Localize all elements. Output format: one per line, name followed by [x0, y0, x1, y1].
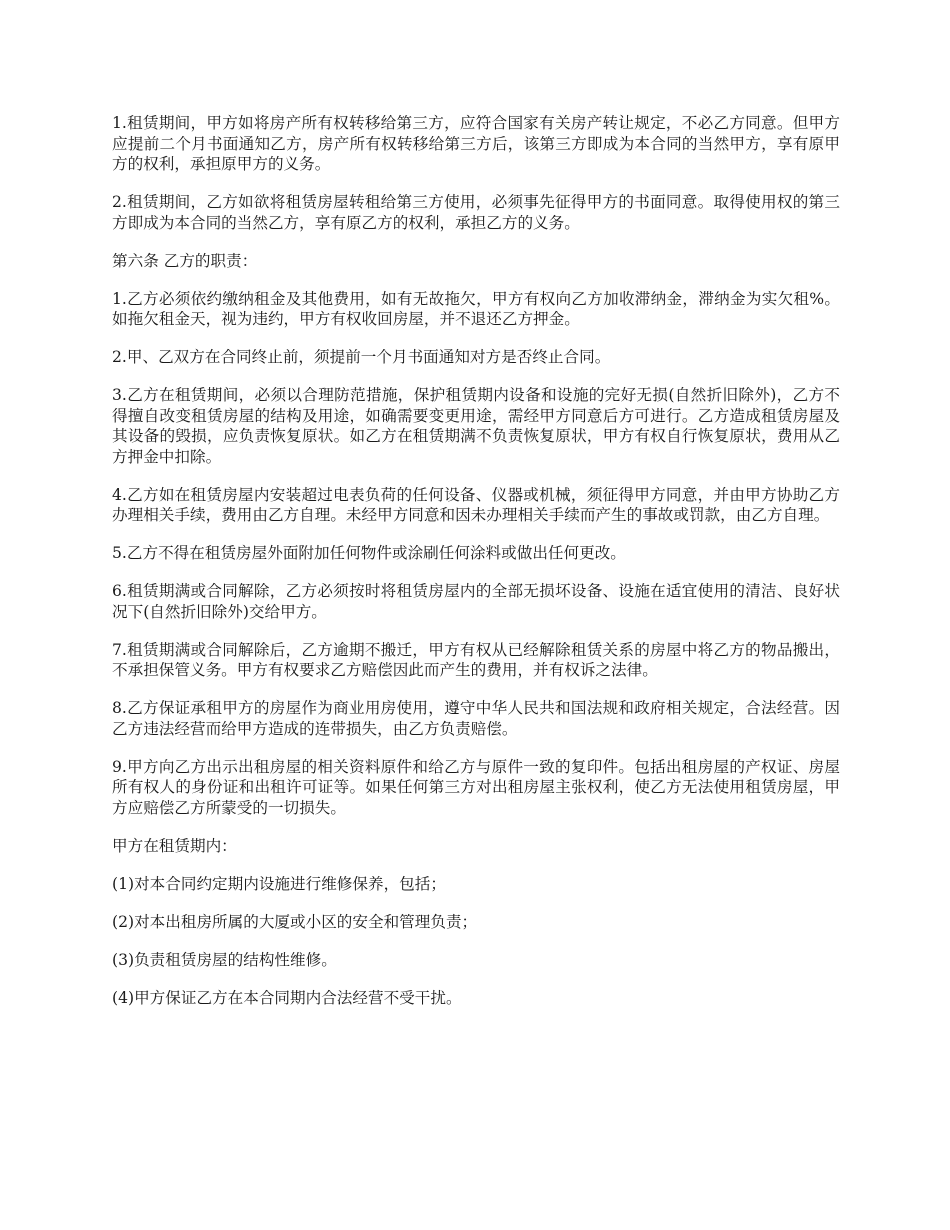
list-item-4: (4)甲方保证乙方在本合同期内合法经营不受干扰。 — [112, 988, 462, 1007]
paragraph-9: 7.租赁期满或合同解除后，乙方逾期不搬迁，甲方有权从已经解除租赁关系的房屋中将乙方的物品搬出，不承担保管义务。甲方有权要求乙方赔偿因此而产生的费用，并有权诉之法律。 — [112, 640, 840, 679]
section-heading-lessor: 甲方在租赁期内： — [112, 836, 237, 855]
list-item-3: (3)负责租赁房屋的结构性维修。 — [112, 950, 337, 969]
paragraph-1: 1.租赁期间，甲方如将房产所有权转移给第三方，应符合国家有关房产转让规定，不必乙方同意。但甲方应提前二个月书面通知乙方，房产所有权转移给第三方后，该第三方即成为本合同的当然甲方，享有原甲方的权利，承担原甲方的义务。 — [112, 114, 840, 173]
paragraph-3: 1.乙方必须依约缴纳租金及其他费用，如有无故拖欠，甲方有权向乙方加收滞纳金，滞纳金为实欠租%。如拖欠租金天，视为违约，甲方有权收回房屋，并不退还乙方押金。 — [112, 289, 840, 328]
paragraph-8: 6.租赁期满或合同解除，乙方必须按时将租赁房屋内的全部无损坏设备、设施在适宜使用的清洁、良好状况下(自然折旧除外)交给甲方。 — [112, 582, 840, 621]
list-item-2: (2)对本出租房所属的大厦或小区的安全和管理负责； — [112, 912, 478, 931]
paragraph-11: 9.甲方向乙方出示出租房屋的相关资料原件和给乙方与原件一致的复印件。包括出租房屋的产权证、房屋所有权人的身份证和出租许可证等。如果任何第三方对出租房屋主张权利，使乙方无法使用租赁房屋，甲方应赔偿乙方所蒙受的一切损失。 — [112, 757, 840, 817]
paragraph-10: 8.乙方保证承租甲方的房屋作为商业用房使用，遵守中华人民共和国法规和政府相关规定，合法经营。因乙方违法经营而给甲方造成的连带损失，由乙方负责赔偿。 — [112, 699, 840, 738]
paragraph-5: 3.乙方在租赁期间，必须以合理防范措施，保护租赁期内设备和设施的完好无损(自然折旧除外)，乙方不得擅自改变租赁房屋的结构及用途，如确需要变更用途，需经甲方同意后方可进行。乙方造成租赁房屋及其设备的毁损，应负责恢复原状。如乙方在租赁期满不负责恢复原状，甲方有权自行恢复原状，费用从乙方押金中扣除。 — [112, 386, 840, 466]
list-item-1: (1)对本合同约定期内设施进行维修保养，包括； — [112, 874, 446, 893]
document-page — [112, 113, 840, 1026]
paragraph-2: 2.租赁期间，乙方如欲将租赁房屋转租给第三方使用，必须事先征得甲方的书面同意。取得使用权的第三方即成为本合同的当然乙方，享有原乙方的权利，承担乙方的义务。 — [112, 193, 840, 232]
paragraph-7: 5.乙方不得在租赁房屋外面附加任何物件或涂刷任何涂料或做出任何更改。 — [112, 544, 626, 562]
paragraph-6: 4.乙方如在租赁房屋内安装超过电表负荷的任何设备、仪器或机械，须征得甲方同意，并由甲方协助乙方办理相关手续，费用由乙方自理。未经甲方同意和因未办理相关手续而产生的事故或罚款，由乙方自理。 — [112, 485, 840, 524]
section-heading-article-6: 第六条 乙方的职责： — [112, 251, 258, 270]
paragraph-4: 2.甲、乙双方在合同终止前，须提前一个月书面通知对方是否终止合同。 — [112, 348, 611, 366]
